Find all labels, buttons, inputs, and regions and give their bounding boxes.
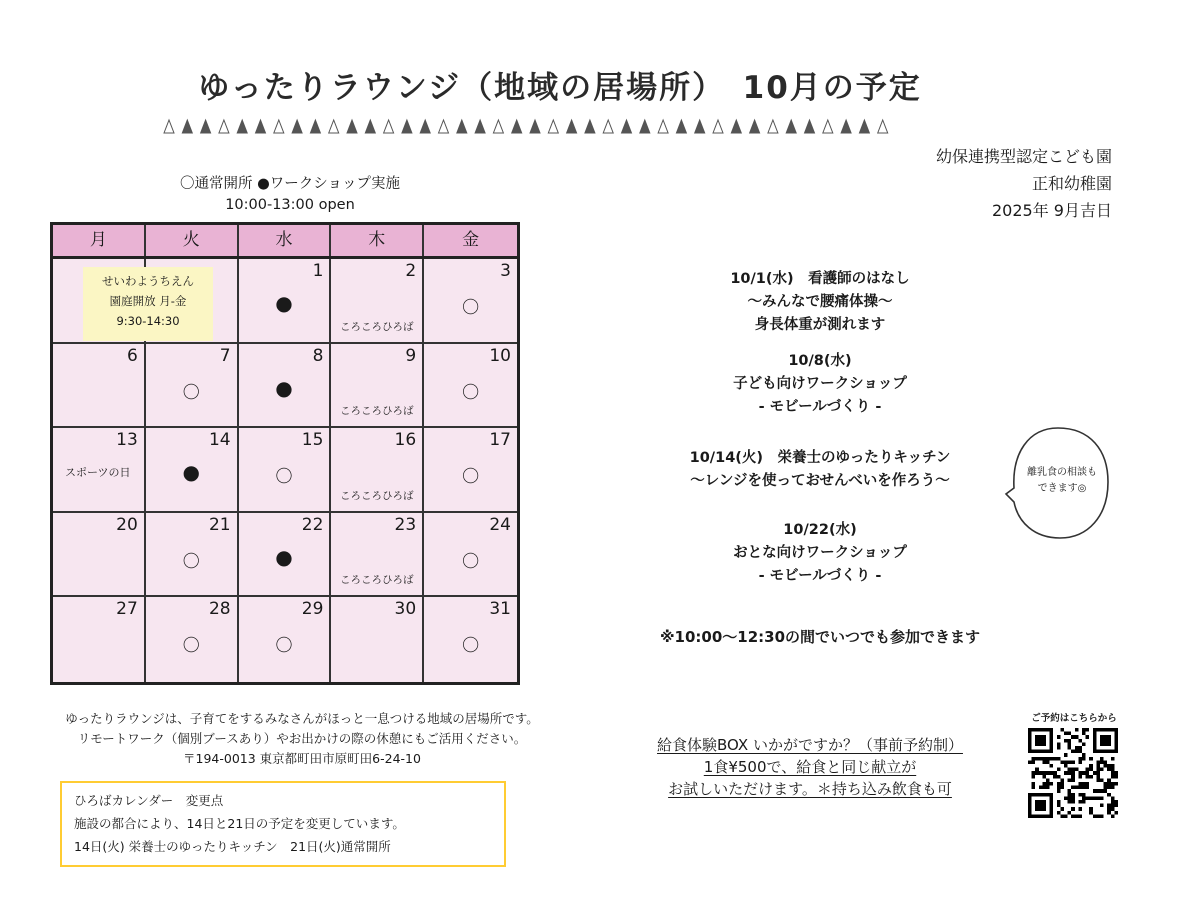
event-title: 10/1(水) 看護師のはなし [730, 271, 910, 287]
korokoro-hiroba-note: ころころひろば [340, 320, 414, 333]
open-circle-icon: 〇 [462, 467, 480, 488]
legend-symbols: 〇通常開所 ●ワークショップ実施 [180, 176, 400, 192]
day-number: 2 [405, 261, 417, 281]
october-calendar [50, 222, 520, 685]
day-number: 9 [405, 345, 417, 366]
korokoro-hiroba-note: ころころひろば [340, 405, 414, 418]
garland-triangle [823, 120, 833, 133]
calendar-grid [53, 259, 517, 682]
korokoro-hiroba-note: ころころひろば [340, 574, 414, 587]
weekday-wed: 水 [239, 225, 332, 256]
open-circle-icon: 〇 [182, 636, 200, 657]
garland-triangle [164, 120, 174, 133]
page-title: ゆったりラウンジ（地域の居場所） 10月の予定 [198, 70, 922, 106]
day-number: 17 [489, 430, 511, 451]
garland-triangle [805, 120, 815, 133]
garland-triangle [274, 120, 284, 133]
day-number: 8 [312, 345, 324, 366]
calendar-day-cell [53, 344, 146, 429]
garland-triangle [439, 120, 449, 133]
reservation-qr-code[interactable] [1028, 728, 1118, 818]
calendar-day-cell [146, 344, 239, 429]
calendar-day-cell [146, 259, 239, 344]
garland-triangle [256, 120, 266, 133]
event-detail: - モビールづくり - [758, 399, 882, 415]
garland-triangle [768, 120, 778, 133]
issue-date: 2025年 9月吉日 [992, 201, 1112, 220]
day-number: 30 [394, 599, 417, 620]
garland-triangle [713, 120, 723, 133]
schedule-changes-box [60, 781, 506, 867]
garland-triangle [658, 120, 668, 133]
bubble-line1: 離乳食の相談も [1027, 467, 1097, 478]
lunch-line2: 1食¥500で、給食と同じ献立が [703, 758, 917, 776]
day-number: 23 [394, 514, 417, 535]
legend-hours: 10:00-13:00 open [225, 197, 355, 213]
workshop-dot-icon: ● [275, 544, 293, 569]
lounge-intro [22, 709, 582, 769]
weekday-thu: 木 [331, 225, 424, 256]
garland-triangle [530, 120, 540, 133]
changes-heading: ひろばカレンダー 変更点 [74, 793, 224, 808]
day-number: 1 [312, 261, 324, 281]
triangle-garland-decoration [160, 117, 900, 135]
lunch-line3: お試しいただけます。＊持ち込み飲食も可 [668, 780, 952, 798]
intro-line2: リモートワーク（個別ブースあり）やお出かけの際の休憩にもご活用ください。 [77, 731, 527, 746]
sticky-line1: せいわようちえん [102, 274, 194, 288]
event-subtitle: 子ども向けワークショップ [733, 376, 907, 392]
day-number: 15 [301, 430, 324, 451]
garland-triangle [676, 120, 686, 133]
day-number: 3 [500, 261, 511, 281]
garland-triangle [384, 120, 394, 133]
garland-triangle [750, 120, 760, 133]
open-circle-icon: 〇 [275, 636, 293, 657]
day-number: 13 [116, 430, 138, 451]
garland-triangle [603, 120, 613, 133]
garland-triangle [201, 120, 211, 133]
day-number: 28 [208, 599, 231, 620]
calendar-day-cell [424, 513, 517, 598]
garland-triangle [365, 120, 375, 133]
day-number: 14 [208, 430, 231, 451]
event-nutritionist-kitchen [610, 447, 1030, 493]
garland-triangle [622, 120, 632, 133]
calendar-day-cell [331, 597, 424, 682]
speech-bubble-text [1014, 465, 1110, 497]
open-circle-icon: 〇 [462, 298, 480, 318]
calendar-day-cell [53, 597, 146, 682]
workshop-dot-icon: ● [182, 460, 200, 485]
calendar-day-cell [239, 428, 332, 513]
garland-triangle [695, 120, 705, 133]
open-circle-icon: 〇 [462, 551, 480, 572]
garland-triangle [731, 120, 741, 133]
garland-triangle [457, 120, 467, 133]
day-number: 10 [489, 345, 511, 366]
day-number: 27 [116, 599, 138, 620]
event-subtitle: ～レンジを使っておせんべいを作ろう～ [690, 473, 950, 489]
event-adult-workshop [610, 519, 1030, 588]
changes-line1: 施設の都合により、14日と21日の予定を変更しています。 [74, 816, 405, 831]
day-number: 24 [489, 514, 511, 535]
sticky-line2: 園庭開放 月-金 [109, 294, 187, 308]
garland-triangle [786, 120, 796, 133]
open-circle-icon: 〇 [462, 382, 480, 403]
day-number: 22 [301, 514, 324, 535]
weekday-tue: 火 [146, 225, 239, 256]
bubble-line2: できます◎ [1037, 483, 1087, 494]
school-info [936, 143, 1112, 224]
garland-triangle [347, 120, 357, 133]
garland-triangle [292, 120, 302, 133]
open-circle-icon: 〇 [182, 551, 200, 572]
sticky-line3: 9:30-14:30 [116, 314, 180, 328]
calendar-day-cell [53, 513, 146, 598]
event-title: 10/8(水) [788, 353, 852, 369]
calendar-day-cell [239, 597, 332, 682]
changes-line2: 14日(火) 栄養士のゆったりキッチン 21日(火)通常開所 [74, 839, 391, 854]
day-number: 6 [126, 345, 138, 366]
calendar-legend [120, 174, 460, 216]
garland-triangle [329, 120, 339, 133]
garland-triangle [219, 120, 229, 133]
calendar-day-cell [146, 513, 239, 598]
open-circle-icon: 〇 [182, 382, 200, 403]
sports-day-label: スポーツの日 [65, 466, 131, 480]
garland-triangle [512, 120, 522, 133]
garland-triangle [182, 120, 192, 133]
day-number: 31 [489, 599, 511, 620]
event-nurse-talk [610, 268, 1030, 337]
garland-triangle [548, 120, 558, 133]
open-circle-icon: 〇 [462, 636, 480, 657]
garland-triangle [402, 120, 412, 133]
garland-triangle [859, 120, 869, 133]
school-type: 幼保連携型認定こども園 [935, 147, 1112, 166]
garland-triangle [310, 120, 320, 133]
garland-triangle [585, 120, 595, 133]
calendar-day-cell [424, 344, 517, 429]
garland-triangle [841, 120, 851, 133]
event-subtitle: おとな向けワークショップ [733, 545, 907, 561]
day-number: 20 [116, 514, 138, 535]
weekday-mon: 月 [53, 225, 146, 256]
event-detail: - モビールづくり - [758, 568, 882, 584]
open-circle-icon: 〇 [275, 467, 293, 488]
lunch-box-info [600, 734, 1020, 800]
garland-triangle [420, 120, 430, 133]
school-name: 正和幼稚園 [1031, 174, 1112, 193]
event-subtitle: ～みんなで腰痛体操～ [747, 294, 893, 310]
day-number: 7 [219, 345, 231, 366]
calendar-day-cell [424, 428, 517, 513]
event-kids-workshop [610, 350, 1030, 419]
calendar-day-cell [239, 259, 332, 344]
korokoro-hiroba-note: ころころひろば [340, 489, 414, 502]
calendar-weekday-header [53, 225, 517, 259]
weekday-fri: 金 [462, 230, 480, 250]
workshop-dot-icon: ● [275, 291, 293, 315]
lunch-line1: 給食体験BOX いかがですか？（事前予約制） [657, 736, 963, 754]
garland-triangle [493, 120, 503, 133]
calendar-day-cell [146, 428, 239, 513]
event-title: 10/14(火) 栄養士のゆったりキッチン [689, 450, 951, 466]
calendar-day-cell [331, 344, 424, 429]
calendar-day-cell [424, 259, 517, 344]
calendar-day-cell [331, 428, 424, 513]
calendar-day-cell [146, 597, 239, 682]
garland-triangle [567, 120, 577, 133]
calendar-day-cell [239, 344, 332, 429]
address: 〒194-0013 東京都町田市原町田6-24-10 [183, 751, 421, 766]
calendar-day-cell [331, 259, 424, 344]
garland-triangle [878, 120, 888, 133]
day-number: 29 [301, 599, 324, 620]
calendar-day-cell [53, 259, 194, 344]
calendar-day-cell [239, 513, 332, 598]
calendar-day-cell [53, 428, 146, 513]
day-number: 21 [208, 514, 231, 535]
anytime-note: ※10:00～12:30の間でいつでも参加できます [659, 628, 981, 646]
day-number: 16 [394, 430, 417, 451]
event-detail: 身長体重が測れます [754, 317, 886, 333]
garland-triangle [640, 120, 650, 133]
workshop-dot-icon: ● [275, 375, 293, 400]
intro-line1: ゆったりラウンジは、子育てをするみなさんがほっと一息つける地域の居場所です。 [65, 711, 539, 726]
calendar-day-cell [424, 597, 517, 682]
calendar-day-cell [331, 513, 424, 598]
event-title: 10/22(水) [783, 522, 857, 538]
garland-triangle [237, 120, 247, 133]
qr-label: ご予約はこちらから [1031, 713, 1117, 724]
garland-triangle [475, 120, 485, 133]
